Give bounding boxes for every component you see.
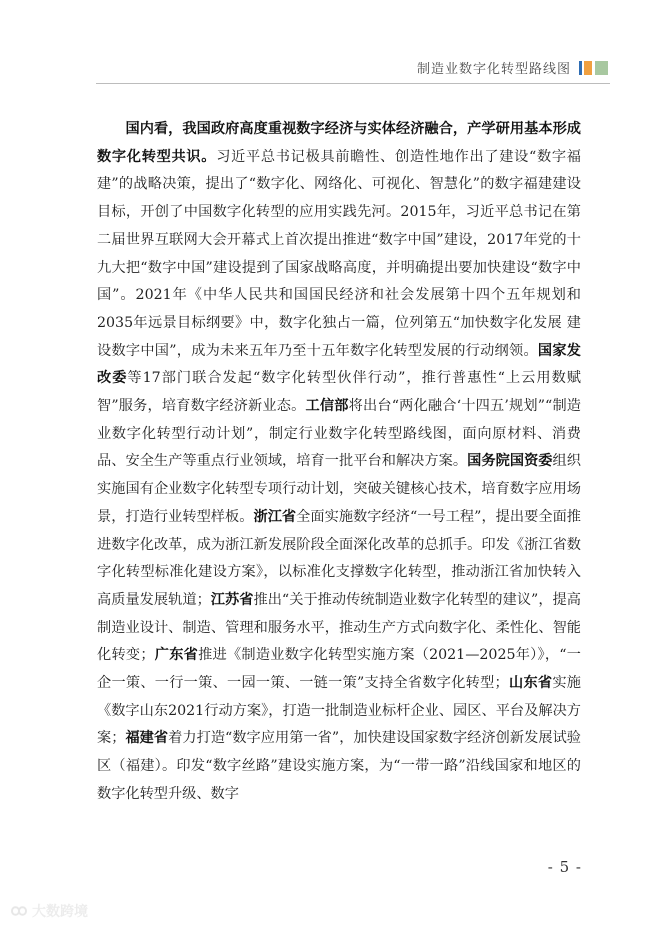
running-header-title: 制造业数字化转型路线图 (416, 62, 571, 77)
text-span: 全面实施数字经济“一号工程”，提出要全面推进数字化改革，成为浙江新发展阶段全面深化改革的总抓手。印发《浙江省数字化转型标准化建设方案》，以标准化支撑数字化转型，推动浙江省加快转入高质量发展轨道； (97, 508, 581, 608)
province-fujian: 福建省 (125, 730, 169, 747)
text-span: 推进《制造业数字化转型实施方案（2021—2025年）》，“一企一策、一行一策、一园一策、一链一策”支持全省数字化转型； (97, 647, 581, 692)
text-span: 习近平总书记极具前瞻性、创造性地作出了建设“数字福建”的战略决策，提出了“数字化、网络化、可视化、智慧化”的数字福建建设目标，开创了中国数字化转型的应用实践先河。2015年，习近平总书记在第二届世界互联网大会开幕式上首次提出推进“数字中国”建设，2017年党的十九大把“数字中国”建设提到了国家战略高度，并明确提出要加快建设“数字中国”。2021年《中华人民共和国国民经济和社会发展第十四个五年规划和2035年远景目标纲要》中，数字化独占一篇，位列第五“加快数字化发展 建设数字中国”，成为未来五年乃至十五年数字化转型发展的行动纲领。 (97, 148, 581, 359)
org-name-miit: 工信部 (305, 398, 349, 415)
lead-sentence: 国内看，我国政府高度重视数字经济与实体经济融合，产学研用基本形成数字化转型共识。 (97, 121, 581, 165)
text-span: 组织实施国有企业数字化转型专项行动计划，突破关键核心技术，培育数字应用场景，打造行业转型样板。 (97, 453, 581, 525)
running-header (417, 58, 608, 77)
org-name-sasac: 国务院国资委 (467, 453, 553, 470)
header-accent-green-block (595, 61, 608, 75)
header-divider (96, 83, 610, 84)
text-span: 将出台“两化融合‘十四五’规划”“制造业数字化转型行动计划”，制定行业数字化转型路线图，面向原材料、消费品、安全生产等重点行业领域，培育一批平台和解决方案。 (97, 398, 581, 470)
province-zhejiang: 浙江省 (253, 508, 297, 525)
text-span: 推出“关于推动传统制造业数字化转型的建议”，提高制造业设计、制造、管理和服务水平，推动生产方式向数字化、柔性化、智能化转变； (97, 591, 581, 664)
logo-icon (10, 904, 28, 918)
text-span: 等17部门联合发起“数字化转型伙伴行动”，推行普惠性“上云用数赋智”服务，培育数字经济新业态。 (97, 370, 581, 415)
page-number: - 5 - (547, 858, 582, 876)
province-jiangsu: 江苏省 (210, 591, 254, 608)
org-name-ndrc: 国家发改委 (97, 342, 581, 387)
header-accent-orange-bar (584, 61, 592, 75)
province-guangdong: 广东省 (154, 647, 199, 664)
body-paragraph (97, 116, 581, 809)
header-accent-blue-bar (579, 61, 582, 75)
text-span: 着力打造“数字应用第一省”，加快建设国家数字经济创新发展试验区（福建）。印发“数字丝路”建设实施方案，为“一带一路”沿线国家和地区的数字化转型升级、数字 (97, 730, 581, 802)
text-span: 实施《数字山东2021行动方案》，打造一批制造业标杆企业、园区、平台及解决方案； (97, 675, 581, 747)
province-shandong: 山东省 (508, 675, 553, 692)
watermark (10, 901, 88, 921)
watermark-text: 大数跨境 (32, 904, 88, 920)
